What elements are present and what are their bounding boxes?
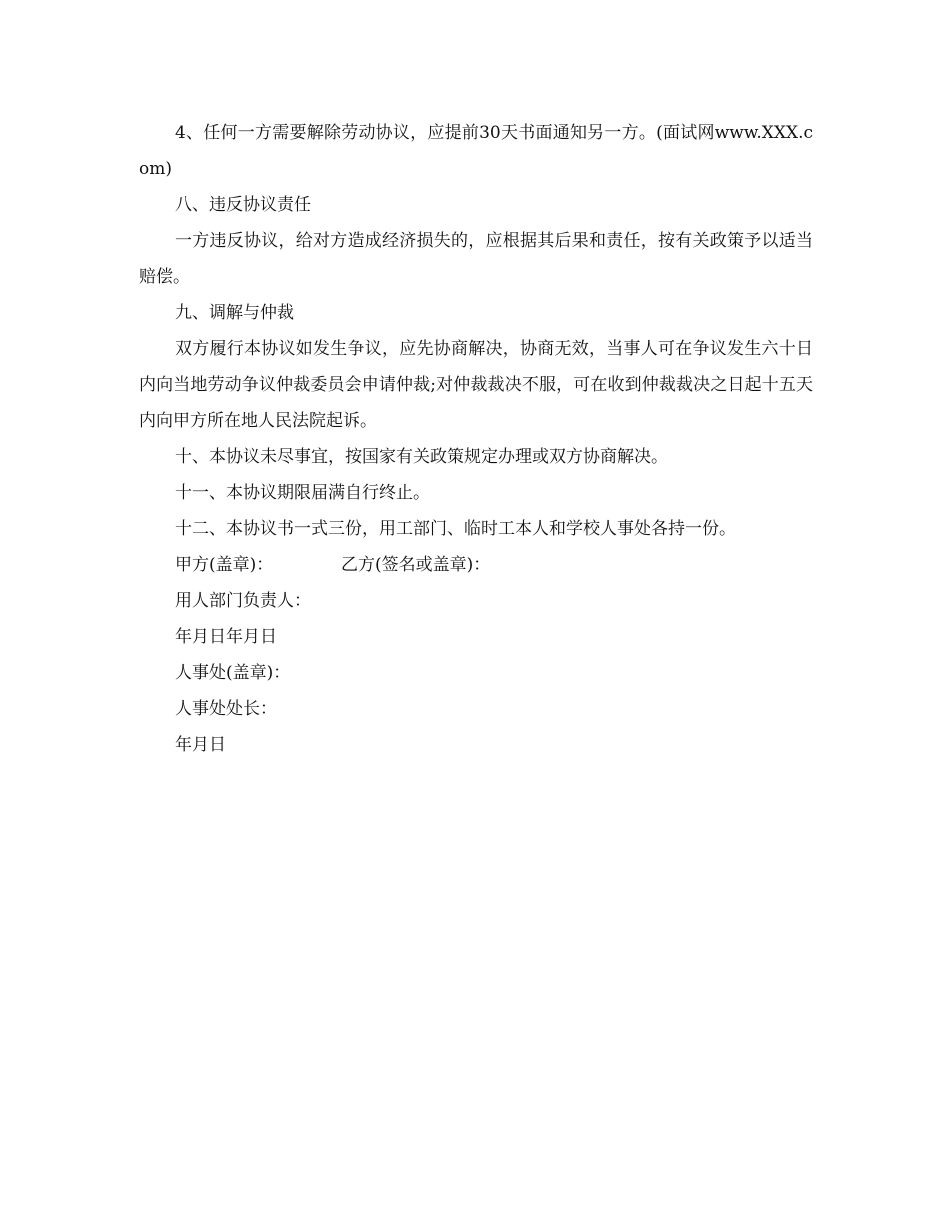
party-a-label: 甲方(盖章)：: [175, 555, 274, 575]
hr-director-label: 人事处处长：: [175, 699, 277, 719]
clause-copies: 十二、本协议书一式三份，用工部门、临时工本人和学校人事处各持一份。: [175, 519, 736, 539]
document-body: [139, 115, 813, 763]
date-pair-label: 年月日年月日: [175, 627, 277, 647]
hr-office-label: 人事处(盖章)：: [175, 663, 291, 683]
clause-unresolved-matters: 十、本协议未尽事宜，按国家有关政策规定办理或双方协商解决。: [175, 447, 668, 467]
section-heading-breach: 八、违反协议责任: [175, 195, 311, 215]
section-heading-mediation: 九、调解与仲裁: [175, 303, 294, 323]
final-date-label: 年月日: [175, 735, 226, 755]
hr-office-line: [139, 655, 813, 691]
dept-head-label: 用人部门负责人：: [175, 591, 311, 611]
clause-breach-compensation: 一方违反协议，给对方造成经济损失的，应根据其后果和责任，按有关政策予以适当赔偿。: [139, 231, 813, 287]
signature-parties-row: [139, 547, 813, 583]
date-pair-line: [139, 619, 813, 655]
hr-director-line: [139, 691, 813, 727]
clause-arbitration: 双方履行本协议如发生争议，应先协商解决，协商无效，当事人可在争议发生六十日内向当地劳动争议仲裁委员会申请仲裁;对仲裁裁决不服，可在收到仲裁裁决之日起十五天内向甲方所在地人民法院起诉。: [139, 339, 813, 431]
party-b-label: 乙方(签名或盖章)：: [341, 555, 491, 575]
final-date-line: [139, 727, 813, 763]
clause-term-expiry: 十一、本协议期限届满自行终止。: [175, 483, 430, 503]
clause-termination-notice: 4、任何一方需要解除劳动协议，应提前30天书面通知另一方。(面试网www.XXX.com): [139, 123, 813, 179]
dept-head-line: [139, 583, 813, 619]
